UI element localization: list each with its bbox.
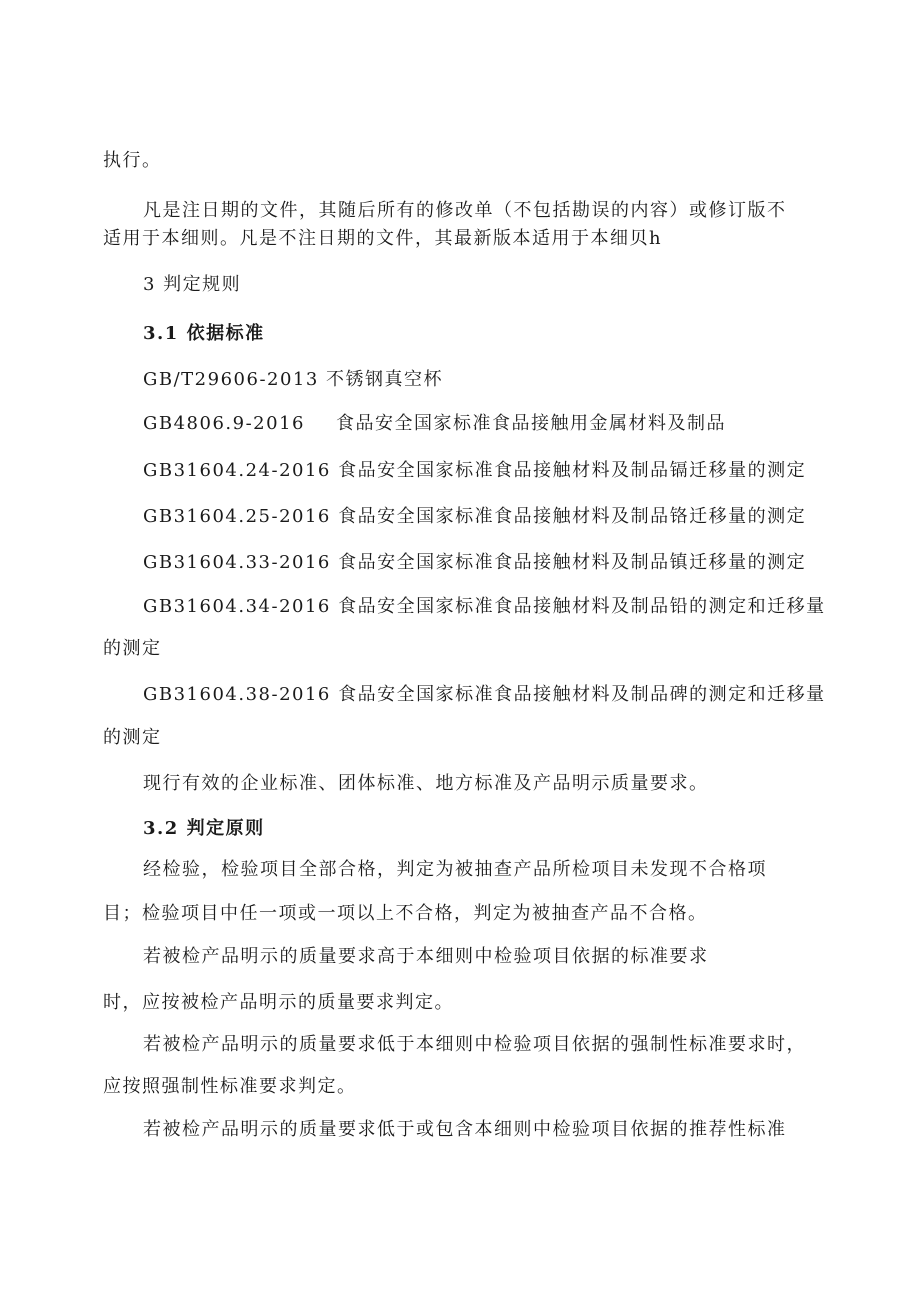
standard-item-1: GB/T29606-2013 不锈钢真空杯 — [143, 369, 444, 390]
standard-item-6-line2: 的测定 — [103, 638, 162, 659]
standard-item-5: GB31604.33-2016 食品安全国家标准食品接触材料及制品镇迁移量的测定 — [143, 552, 807, 573]
standard-item-7-line2: 的测定 — [103, 727, 162, 748]
rule-3-line1: 若被检产品明示的质量要求低于本细则中检验项目依据的强制性标准要求时， — [143, 1034, 806, 1055]
paragraph-dated-files-line2: 适用于本细则。凡是不注日期的文件，其最新版本适用于本细贝h — [103, 228, 663, 249]
paragraph-end-text: 执行。 — [103, 150, 162, 171]
rule-1-line1: 经检验，检验项目全部合格，判定为被抽查产品所检项目未发现不合格项 — [143, 859, 767, 880]
standard-item-3: GB31604.24-2016 食品安全国家标准食品接触材料及制品镉迁移量的测定 — [143, 460, 807, 481]
other-standards-text: 现行有效的企业标准、团体标准、地方标准及产品明示质量要求。 — [143, 773, 709, 794]
standard-item-2-title: 食品安全国家标准食品接触用金属材料及制品 — [336, 413, 726, 434]
standard-item-6-line1: GB31604.34-2016 食品安全国家标准食品接触材料及制品铅的测定和迁移量 — [143, 596, 826, 617]
rule-2-line2: 时，应按被检产品明示的质量要求判定。 — [103, 992, 454, 1013]
standard-item-7-line1: GB31604.38-2016 食品安全国家标准食品接触材料及制品碑的测定和迁移量 — [143, 684, 826, 705]
standard-item-4: GB31604.25-2016 食品安全国家标准食品接触材料及制品铬迁移量的测定 — [143, 506, 807, 527]
rule-4-line1: 若被检产品明示的质量要求低于或包含本细则中检验项目依据的推荐性标准 — [143, 1119, 787, 1140]
section-heading-3-1: 3.1 依据标准 — [143, 323, 265, 344]
rule-2-line1: 若被检产品明示的质量要求高于本细则中检验项目依据的标准要求 — [143, 946, 709, 967]
section-heading-3-2: 3.2 判定原则 — [143, 818, 265, 839]
rule-1-line2: 目；检验项目中任一项或一项以上不合格，判定为被抽查产品不合格。 — [103, 903, 708, 924]
section-heading-3: 3 判定规则 — [143, 274, 242, 295]
rule-3-line2: 应按照强制性标准要求判定。 — [103, 1076, 357, 1097]
standard-item-2-code: GB4806.9-2016 — [143, 413, 305, 434]
paragraph-dated-files-line1: 凡是注日期的文件，其随后所有的修改单（不包括勘误的内容）或修订版不 — [143, 200, 787, 221]
